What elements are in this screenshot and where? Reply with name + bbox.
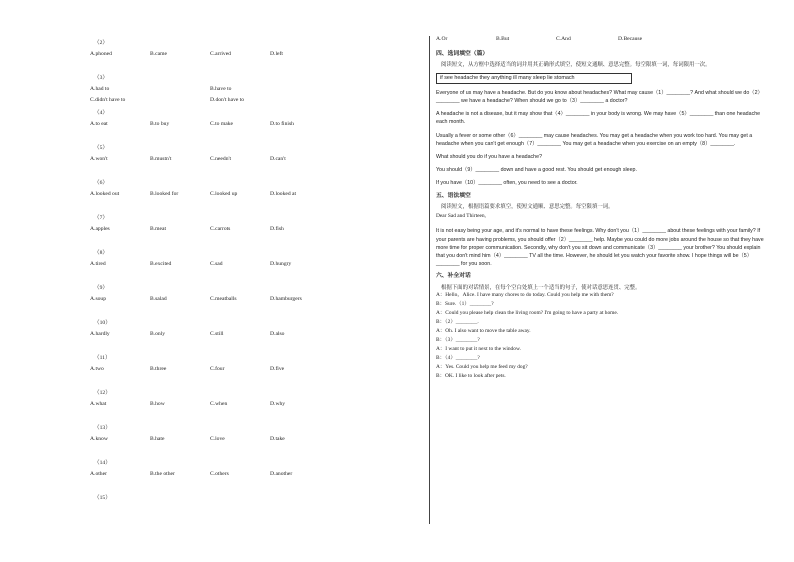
column-divider	[429, 36, 430, 524]
section-4-title: 四、选词填空（篇）	[436, 51, 489, 57]
paragraph: Usually a fever or some other（6）________ may cause headaches. You may get a headache when you work too hard. You may get a headache when you can't get enough（7）________ You may get a headache when you exercise on an empty（8）________.	[436, 132, 753, 147]
option-c: C.four	[210, 366, 225, 372]
dialogue	[436, 291, 766, 380]
question-block	[90, 456, 420, 491]
dialogue-line: B：（4）________?	[436, 354, 480, 361]
question-block	[90, 316, 420, 351]
dialogue-line: A：I want to put it next to the window.	[436, 345, 521, 352]
paragraph: A headache is not a disease, but it may show that（4）________ in your body is wrong. We may have（5）________ than one headache each month.	[436, 111, 761, 126]
question-block	[90, 211, 420, 246]
question-number: （5）	[94, 145, 108, 151]
option-c: B.have to	[210, 86, 232, 92]
option-b: B.to buy	[150, 121, 170, 127]
question-number: （10）	[94, 320, 111, 326]
question-block	[90, 106, 420, 141]
option-c: C.love	[210, 436, 225, 442]
option-d: D.left	[270, 51, 283, 57]
option-b: B.three	[150, 366, 167, 372]
paragraph: Everyone of us may have a headache. But do you know about headaches? What may cause（1）________? And what should we do（2）________ we have a headache? When should we go to（3）________ a doctor?	[436, 89, 763, 104]
left-column	[90, 36, 420, 526]
dialogue-line: B：（2）________.	[436, 319, 479, 326]
dialogue-line: B：（3）________?	[436, 336, 480, 343]
dialogue-line: A：Hello，Alice. I have many chores to do today. Could you help me with them?	[436, 292, 614, 299]
option-d: D.fish	[270, 226, 284, 232]
option-c: C.looked up	[210, 191, 238, 197]
question-block	[90, 491, 420, 526]
option-c: C.And	[556, 36, 571, 42]
option-a: A.phoned	[90, 51, 112, 57]
option-b: B.looked for	[150, 191, 179, 197]
option-d: D.why	[270, 401, 286, 407]
option-a: A.to eat	[90, 121, 108, 127]
question-15-options	[436, 36, 766, 46]
dialogue-line: B：Sure.（1）________?	[436, 301, 494, 308]
dialogue-line: A：Could you please help clean the living room? I'm going to have a party at home.	[436, 310, 619, 317]
option-c: C.still	[210, 331, 224, 337]
option-a: A.won't	[90, 156, 108, 162]
question-number: （11）	[94, 355, 111, 361]
option-d: D.can't	[270, 156, 286, 162]
word-box: if see headache they anything ill many sleep lie stomach	[436, 73, 632, 84]
section-5-instruction: 阅读短文，根据语篇要求填空，使短文通顺、意思完整。每空限填一词。	[441, 203, 614, 210]
option-a: A.other	[90, 471, 107, 477]
section-6-instruction: 根据下面的对话情景，在每个空白处填上一个适当的句子，使对话意思连贯、完整。	[441, 284, 641, 291]
option-c: C.needn't	[210, 156, 232, 162]
option-c: C.arrived	[210, 51, 231, 57]
letter-paragraph: It is not easy being your age, and it's normal to have these feelings. Why don't you（1）________ about these feelings with your family? If your parents are having problems, you should offer（2）________ help. Maybe you could do more jobs around the house so that they have more time for proper communication. Secondly, why don't you sit down and communicate（3）________ your brother? You should explain that you don't mind him（4）________ TV all the time. However, he should let you watch your favorite show. I hope things will be（5）________ for you soon.	[436, 228, 764, 268]
option-b: B.the other	[150, 471, 175, 477]
question-block	[90, 351, 420, 386]
option-b: B.But	[496, 36, 510, 42]
option-d: D.take	[270, 436, 285, 442]
question-block	[90, 246, 420, 281]
option-c: C.others	[210, 471, 229, 477]
question-block	[90, 176, 420, 211]
section-6-title: 六、补全对话	[436, 273, 471, 280]
question-number: （3）	[94, 75, 108, 81]
paragraph: What should you do if you have a headache?	[436, 153, 543, 160]
option-d: D.another	[270, 471, 293, 477]
option-a: A.Or	[436, 36, 448, 42]
question-number: （4）	[94, 110, 108, 116]
paragraph: If you have（10）________ often, you need to see a doctor.	[436, 180, 578, 187]
question-number: （6）	[94, 180, 108, 186]
option-a: A.two	[90, 366, 104, 372]
option-d: D.hamburgers	[270, 296, 302, 302]
option-b: B.meat	[150, 226, 167, 232]
question-block	[90, 36, 420, 71]
option-d: D.to finish	[270, 121, 294, 127]
question-number: （9）	[94, 285, 108, 291]
section-5-title: 五、语法填空	[436, 192, 471, 199]
option-b: B.excited	[150, 261, 172, 267]
option-c: D.don't have to	[210, 97, 245, 103]
question-number: （12）	[94, 390, 111, 396]
option-a: A.hardly	[90, 331, 110, 337]
question-block	[90, 421, 420, 456]
option-a: A.looked out	[90, 191, 120, 197]
option-a: C.didn't have to	[90, 97, 126, 103]
option-c: C.when	[210, 401, 228, 407]
option-a: A.had to	[90, 86, 110, 92]
question-block	[90, 71, 420, 106]
right-column	[436, 36, 766, 381]
question-number: （14）	[94, 460, 111, 466]
question-number: （13）	[94, 425, 111, 431]
option-d: D.hungry	[270, 261, 292, 267]
option-a: A.tired	[90, 261, 106, 267]
option-d: D.also	[270, 331, 285, 337]
option-c: C.carrots	[210, 226, 231, 232]
option-a: A.soup	[90, 296, 107, 302]
question-block	[90, 141, 420, 176]
option-b: B.salad	[150, 296, 167, 302]
option-c: C.sad	[210, 261, 223, 267]
option-b: B.mustn't	[150, 156, 172, 162]
paragraph: You should（9）________ down and have a good rest. You should get enough sleep.	[436, 167, 637, 174]
question-number: （2）	[94, 40, 108, 46]
question-block	[90, 281, 420, 316]
question-number: （8）	[94, 250, 108, 256]
dialogue-line: A：Yes. Could you help me feed my dog?	[436, 363, 528, 370]
option-d: D.Because	[618, 36, 643, 42]
option-d: D.looked at	[270, 191, 297, 197]
question-number: （15）	[94, 495, 111, 501]
option-b: B.only	[150, 331, 166, 337]
option-a: A.know	[90, 436, 108, 442]
section-4-instruction: 阅读短文，从方框中选择适当的词并用其正确形式填空，使短文通顺、意思完整。每空限填一词，每词限用一次。	[441, 62, 711, 69]
option-b: B.hate	[150, 436, 165, 442]
option-b: B.came	[150, 51, 167, 57]
option-d: D.five	[270, 366, 285, 372]
dialogue-line: A：Oh. I also want to move the table away.	[436, 328, 531, 335]
question-number: （7）	[94, 215, 108, 221]
question-block	[90, 386, 420, 421]
option-c: C.meatballs	[210, 296, 237, 302]
option-b: B.how	[150, 401, 165, 407]
option-c: C.to make	[210, 121, 233, 127]
dialogue-line: B：OK. I like to look after pets.	[436, 372, 506, 379]
option-a: A.apples	[90, 226, 110, 232]
option-a: A.what	[90, 401, 107, 407]
letter-greeting: Dear Sad and Thirteen,	[436, 212, 486, 219]
